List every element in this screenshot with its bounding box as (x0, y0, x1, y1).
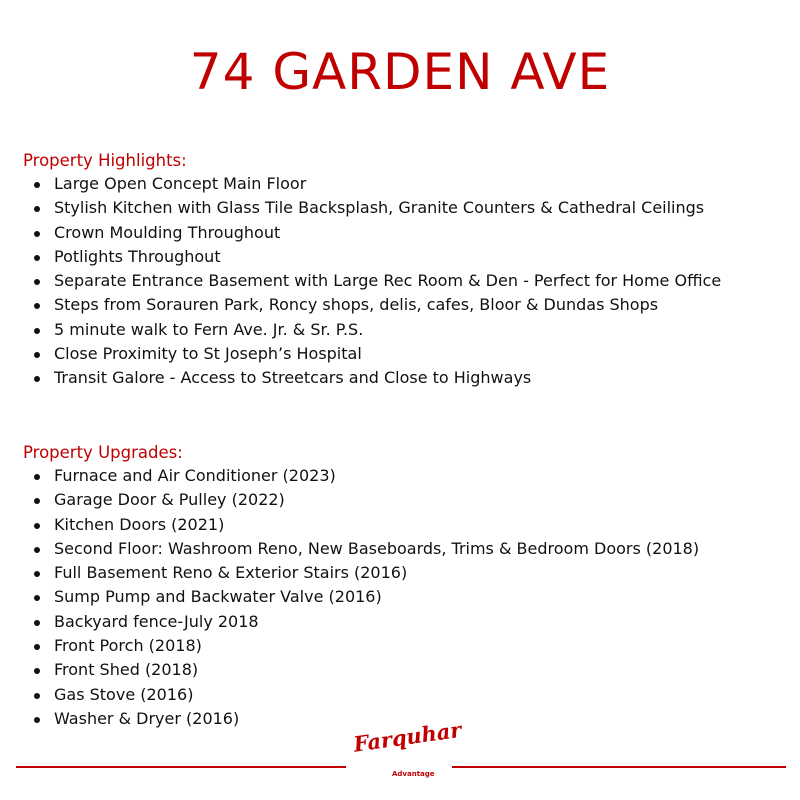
page-title: 74 GARDEN AVE (189, 43, 611, 101)
list-item: Large Open Concept Main Floor (23, 172, 783, 196)
brand-logo (350, 716, 463, 794)
upgrades-list (23, 464, 783, 731)
list-item: Garage Door & Pulley (2022) (23, 488, 783, 512)
list-item: Gas Stove (2016) (23, 683, 783, 707)
list-item: Stylish Kitchen with Glass Tile Backsplash, Granite Counters & Cathedral Ceilings (23, 196, 783, 220)
list-item: Steps from Sorauren Park, Roncy shops, delis, cafes, Bloor & Dundas Shops (23, 293, 783, 317)
upgrades-heading: Property Upgrades: (23, 443, 183, 462)
list-item: Front Porch (2018) (23, 634, 783, 658)
footer-divider-right (452, 766, 786, 768)
list-item: Washer & Dryer (2016) (23, 707, 783, 731)
list-item: Transit Galore - Access to Streetcars and Close to Highways (23, 366, 783, 390)
list-item: Backyard fence-July 2018 (23, 610, 783, 634)
list-item: Second Floor: Washroom Reno, New Baseboards, Trims & Bedroom Doors (2018) (23, 537, 783, 561)
footer-divider-left (16, 766, 346, 768)
list-item: Crown Moulding Throughout (23, 221, 783, 245)
list-item: Sump Pump and Backwater Valve (2016) (23, 585, 783, 609)
highlights-heading: Property Highlights: (23, 151, 187, 170)
list-item: Full Basement Reno & Exterior Stairs (2016) (23, 561, 783, 585)
list-item: Close Proximity to St Joseph’s Hospital (23, 342, 783, 366)
list-item: Kitchen Doors (2021) (23, 513, 783, 537)
logo-script: Farquhar (352, 716, 463, 757)
list-item: Furnace and Air Conditioner (2023) (23, 464, 783, 488)
list-item: Front Shed (2018) (23, 658, 783, 682)
logo-subtitle: Advantage (392, 770, 435, 778)
highlights-section (23, 150, 783, 391)
upgrades-section (23, 442, 783, 731)
list-item: Potlights Throughout (23, 245, 783, 269)
list-item: Separate Entrance Basement with Large Rec Room & Den - Perfect for Home Office (23, 269, 783, 293)
highlights-list (23, 172, 783, 391)
list-item: 5 minute walk to Fern Ave. Jr. & Sr. P.S. (23, 318, 783, 342)
